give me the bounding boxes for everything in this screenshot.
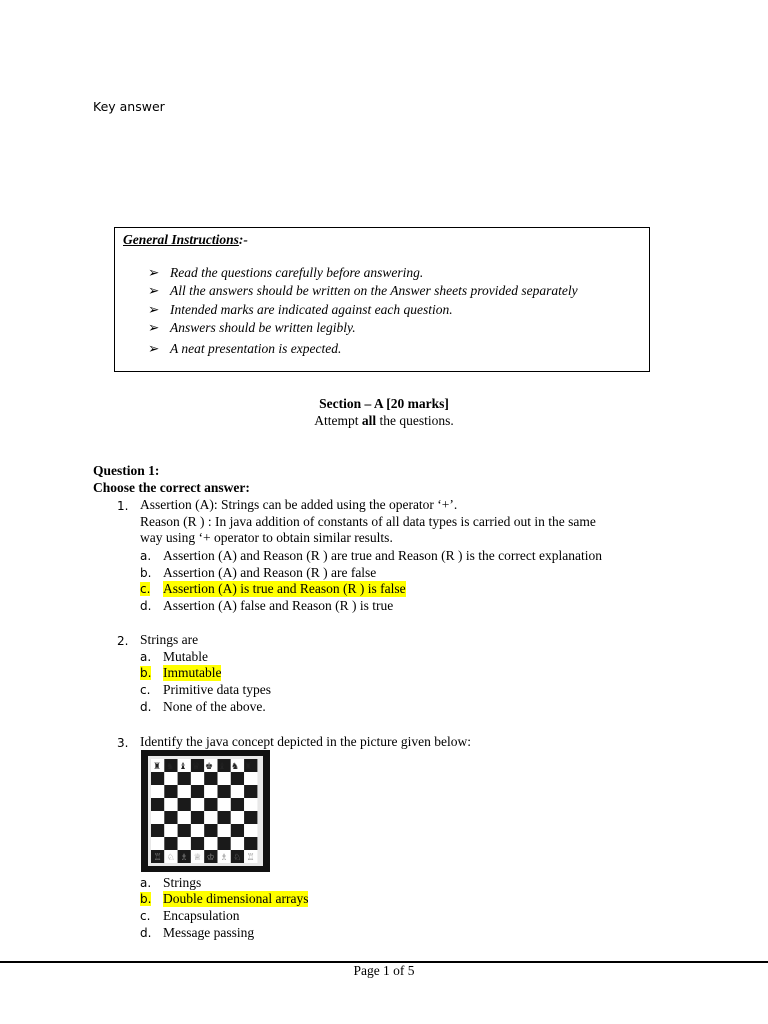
- item-text: Strings are: [140, 632, 199, 647]
- question-heading: Question 1:: [93, 463, 160, 478]
- option-text: Primitive data types: [163, 682, 271, 697]
- chess-piece: ♖: [246, 853, 255, 863]
- chess-square: [191, 785, 204, 798]
- chess-square: [204, 824, 217, 837]
- arrow-bullet-icon: ➢: [148, 283, 160, 298]
- chess-square: [151, 785, 164, 798]
- arrow-bullet-icon: ➢: [148, 302, 160, 317]
- chess-square: [178, 798, 191, 811]
- chess-square: [204, 772, 217, 785]
- instruction-item: ➢ A neat presentation is expected.: [148, 341, 342, 356]
- chess-piece: ♗: [219, 853, 229, 863]
- item-text: Reason (R ) : In java addition of constants of all data types is carried out in the same: [140, 514, 596, 529]
- chess-square: [151, 772, 164, 785]
- option-row: [0, 699, 768, 716]
- option-text: Assertion (A) and Reason (R ) are false: [163, 565, 377, 580]
- option-row-correct: [0, 891, 768, 908]
- option-text: None of the above.: [163, 699, 266, 714]
- chess-square: [218, 772, 231, 785]
- option-letter: c.: [140, 582, 151, 596]
- item-number: 3.: [117, 736, 129, 750]
- option-row: [0, 598, 768, 615]
- option-text: Assertion (A) and Reason (R ) are true and Reason (R ) is the correct explanation: [163, 548, 602, 563]
- chess-square: [218, 798, 231, 811]
- chess-square: [178, 785, 191, 798]
- instruction-item: ➢ Intended marks are indicated against each question.: [148, 302, 453, 317]
- option-row-correct: [0, 581, 768, 598]
- chess-square: [218, 837, 231, 850]
- chess-piece: ♘: [166, 853, 175, 863]
- chess-square: [244, 772, 257, 785]
- section-attempt-note: Attempt all the questions.: [314, 413, 454, 428]
- chess-square: [191, 798, 204, 811]
- option-row-correct: [0, 665, 768, 682]
- svg-text:♛: ♛: [191, 762, 201, 772]
- chess-square: [164, 798, 177, 811]
- chess-piece: ♕: [193, 853, 202, 863]
- svg-text:♚: ♚: [204, 762, 214, 772]
- section-title: Section – A [20 marks]: [319, 396, 449, 411]
- chess-square: [151, 837, 164, 850]
- chess-square: [191, 811, 204, 824]
- chess-square: [231, 798, 244, 811]
- chess-square: [178, 772, 191, 785]
- svg-text:♞: ♞: [165, 762, 175, 772]
- arrow-bullet-icon: ➢: [148, 265, 160, 280]
- chess-square: [244, 824, 257, 837]
- chess-square: [244, 811, 257, 824]
- option-text: Assertion (A) false and Reason (R ) is true: [163, 598, 394, 613]
- option-letter: d.: [140, 926, 152, 940]
- option-letter: b.: [140, 666, 152, 680]
- svg-text:♝: ♝: [178, 762, 188, 772]
- item-text: Identify the java concept depicted in the picture given below:: [140, 734, 472, 749]
- option-letter: a.: [140, 549, 152, 563]
- instruction-item: ➢ All the answers should be written on the Answer sheets provided separately: [148, 283, 578, 298]
- chess-square: [164, 824, 177, 837]
- chess-square: [204, 837, 217, 850]
- svg-text:♜: ♜: [243, 762, 253, 772]
- chess-square: [151, 811, 164, 824]
- svg-text:♞: ♞: [230, 762, 240, 772]
- chess-square: [204, 811, 217, 824]
- question-subheading: Choose the correct answer:: [93, 480, 250, 495]
- chess-square: [178, 837, 191, 850]
- chess-piece: ♔: [206, 853, 215, 863]
- chess-square: [204, 785, 217, 798]
- chess-piece: ♖: [153, 853, 162, 863]
- option-letter: c.: [140, 683, 151, 697]
- arrow-bullet-icon: ➢: [148, 341, 160, 356]
- chess-square: [178, 811, 191, 824]
- chess-piece: ♘: [233, 853, 242, 863]
- instruction-item: ➢ Read the questions carefully before answering.: [148, 265, 424, 280]
- chess-square: [204, 798, 217, 811]
- option-letter: c.: [140, 909, 151, 923]
- chess-square: [151, 824, 164, 837]
- chess-piece: ♗: [180, 853, 189, 863]
- option-row: [0, 565, 768, 582]
- item-number: 2.: [117, 634, 129, 648]
- chess-square: [244, 785, 257, 798]
- option-text: Strings: [163, 875, 202, 890]
- option-letter: a.: [140, 650, 152, 664]
- chess-square: [164, 772, 177, 785]
- option-letter: a.: [140, 876, 152, 890]
- chess-square: [231, 811, 244, 824]
- chess-square: [164, 837, 177, 850]
- chess-square: [164, 785, 177, 798]
- chessboard-image: [141, 750, 270, 872]
- chess-square: [231, 824, 244, 837]
- chess-square: [178, 824, 191, 837]
- chess-square: [231, 785, 244, 798]
- option-text-highlighted: Assertion (A) is true and Reason (R ) is false: [163, 581, 406, 596]
- chess-square: [191, 837, 204, 850]
- option-row: [0, 649, 768, 666]
- option-text: Mutable: [163, 649, 208, 664]
- option-row: [0, 682, 768, 699]
- chess-square: [244, 798, 257, 811]
- option-text: Message passing: [163, 925, 255, 940]
- option-text: Encapsulation: [163, 908, 240, 923]
- header-note: Key answer: [93, 99, 165, 114]
- arrow-bullet-icon: ➢: [148, 320, 160, 335]
- chess-square: [164, 811, 177, 824]
- chess-square: [231, 837, 244, 850]
- option-row: [0, 925, 768, 942]
- chess-square: [218, 811, 231, 824]
- option-letter: b.: [140, 892, 152, 906]
- item-text: way using ‘+ operator to obtain similar results.: [140, 530, 393, 545]
- item-text: Assertion (A): Strings can be added using the operator ‘+’.: [140, 497, 458, 512]
- chess-square: [191, 772, 204, 785]
- option-row: [0, 908, 768, 925]
- option-text-highlighted: Double dimensional arrays: [163, 891, 309, 906]
- chess-square: [244, 837, 257, 850]
- option-letter: d.: [140, 700, 152, 714]
- instruction-item: ➢ Answers should be written legibly.: [148, 320, 356, 335]
- chess-square: [218, 824, 231, 837]
- instructions-title: General Instructions:-: [123, 232, 248, 247]
- option-letter: b.: [140, 566, 152, 580]
- option-row: [0, 875, 768, 892]
- chess-square: [218, 785, 231, 798]
- option-letter: d.: [140, 599, 152, 613]
- chess-square: [191, 824, 204, 837]
- option-text-highlighted: Immutable: [163, 665, 222, 680]
- svg-text:♝: ♝: [217, 762, 227, 772]
- chess-square: [231, 772, 244, 785]
- svg-text:♜: ♜: [152, 762, 162, 772]
- item-number: 1.: [117, 499, 129, 513]
- chess-square: [151, 798, 164, 811]
- page-number: Page 1 of 5: [353, 963, 415, 978]
- option-row: [0, 548, 768, 565]
